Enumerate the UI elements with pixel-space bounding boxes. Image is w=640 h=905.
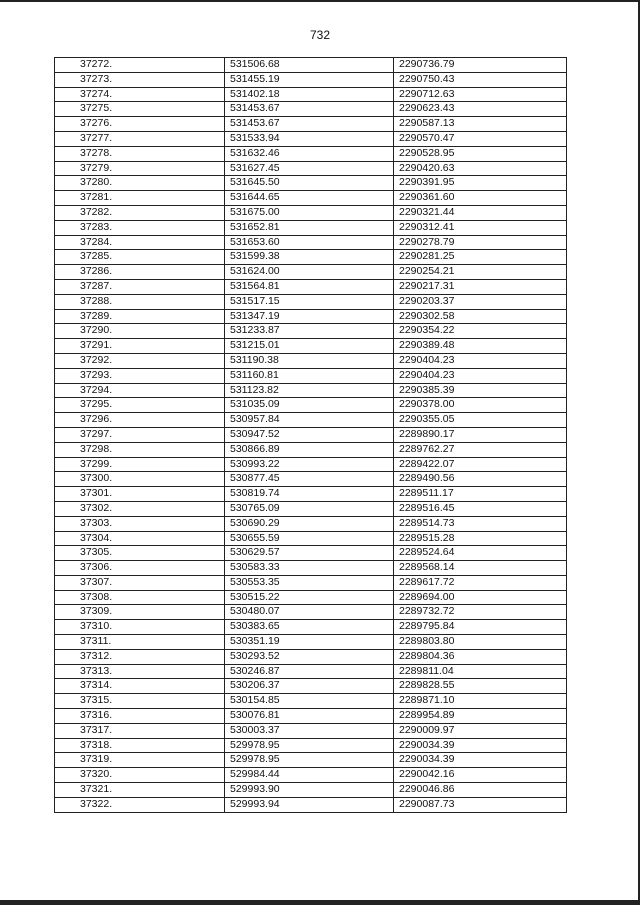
northing-cell: 2289524.64	[394, 546, 567, 561]
table-row	[55, 649, 567, 664]
easting-cell: 531453.67	[225, 102, 394, 117]
table-row	[55, 427, 567, 442]
northing-cell: 2290042.16	[394, 768, 567, 783]
easting-cell: 529978.95	[225, 753, 394, 768]
point-number-cell: 37278.	[55, 146, 225, 161]
northing-cell: 2289694.00	[394, 590, 567, 605]
northing-cell: 2290420.63	[394, 161, 567, 176]
table-row	[55, 250, 567, 265]
easting-cell: 529984.44	[225, 768, 394, 783]
point-number-cell: 37315.	[55, 694, 225, 709]
table-row	[55, 753, 567, 768]
page-number: 732	[309, 28, 331, 42]
northing-cell: 2290361.60	[394, 191, 567, 206]
point-number-cell: 37281.	[55, 191, 225, 206]
table-row	[55, 191, 567, 206]
northing-cell: 2289617.72	[394, 575, 567, 590]
easting-cell: 530765.09	[225, 501, 394, 516]
point-number-cell: 37318.	[55, 738, 225, 753]
northing-cell: 2290736.79	[394, 58, 567, 73]
northing-cell: 2290034.39	[394, 753, 567, 768]
northing-cell: 2290217.31	[394, 279, 567, 294]
northing-cell: 2289954.89	[394, 709, 567, 724]
northing-cell: 2289422.07	[394, 457, 567, 472]
point-number-cell: 37291.	[55, 339, 225, 354]
easting-cell: 529993.94	[225, 797, 394, 812]
table-row	[55, 279, 567, 294]
point-number-cell: 37304.	[55, 531, 225, 546]
northing-cell: 2290378.00	[394, 398, 567, 413]
point-number-cell: 37295.	[55, 398, 225, 413]
easting-cell: 531123.82	[225, 383, 394, 398]
point-number-cell: 37290.	[55, 324, 225, 339]
table-row	[55, 220, 567, 235]
point-number-cell: 37282.	[55, 205, 225, 220]
easting-cell: 531599.38	[225, 250, 394, 265]
easting-cell: 530383.65	[225, 620, 394, 635]
point-number-cell: 37296.	[55, 413, 225, 428]
page-edge-bottom	[0, 900, 640, 905]
point-number-cell: 37308.	[55, 590, 225, 605]
easting-cell: 531533.94	[225, 131, 394, 146]
northing-cell: 2290712.63	[394, 87, 567, 102]
table-row	[55, 131, 567, 146]
point-number-cell: 37319.	[55, 753, 225, 768]
point-number-cell: 37299.	[55, 457, 225, 472]
point-number-cell: 37317.	[55, 723, 225, 738]
point-number-cell: 37311.	[55, 635, 225, 650]
northing-cell: 2289871.10	[394, 694, 567, 709]
point-number-cell: 37277.	[55, 131, 225, 146]
table-row	[55, 368, 567, 383]
table-row	[55, 383, 567, 398]
easting-cell: 530957.84	[225, 413, 394, 428]
table-row	[55, 87, 567, 102]
table-row	[55, 413, 567, 428]
table-row	[55, 531, 567, 546]
easting-cell: 530877.45	[225, 472, 394, 487]
easting-cell: 530515.22	[225, 590, 394, 605]
easting-cell: 531627.45	[225, 161, 394, 176]
northing-cell: 2289795.84	[394, 620, 567, 635]
northing-cell: 2289515.28	[394, 531, 567, 546]
point-number-cell: 37314.	[55, 679, 225, 694]
easting-cell: 530690.29	[225, 516, 394, 531]
point-number-cell: 37298.	[55, 442, 225, 457]
easting-cell: 531652.81	[225, 220, 394, 235]
northing-cell: 2290385.39	[394, 383, 567, 398]
easting-cell: 530993.22	[225, 457, 394, 472]
point-number-cell: 37316.	[55, 709, 225, 724]
northing-cell: 2290009.97	[394, 723, 567, 738]
northing-cell: 2290034.39	[394, 738, 567, 753]
easting-cell: 531506.68	[225, 58, 394, 73]
table-row	[55, 768, 567, 783]
easting-cell: 531160.81	[225, 368, 394, 383]
easting-cell: 531624.00	[225, 265, 394, 280]
northing-cell: 2289511.17	[394, 487, 567, 502]
coordinates-table	[54, 57, 567, 813]
table-row	[55, 487, 567, 502]
point-number-cell: 37283.	[55, 220, 225, 235]
point-number-cell: 37288.	[55, 294, 225, 309]
easting-cell: 531675.00	[225, 205, 394, 220]
point-number-cell: 37279.	[55, 161, 225, 176]
table-row	[55, 146, 567, 161]
point-number-cell: 37272.	[55, 58, 225, 73]
easting-cell: 531653.60	[225, 235, 394, 250]
point-number-cell: 37297.	[55, 427, 225, 442]
point-number-cell: 37305.	[55, 546, 225, 561]
easting-cell: 530819.74	[225, 487, 394, 502]
point-number-cell: 37309.	[55, 605, 225, 620]
table-row	[55, 620, 567, 635]
table-row	[55, 723, 567, 738]
point-number-cell: 37322.	[55, 797, 225, 812]
northing-cell: 2290750.43	[394, 72, 567, 87]
point-number-cell: 37273.	[55, 72, 225, 87]
table-row	[55, 501, 567, 516]
easting-cell: 530351.19	[225, 635, 394, 650]
point-number-cell: 37321.	[55, 783, 225, 798]
northing-cell: 2290623.43	[394, 102, 567, 117]
table-row	[55, 339, 567, 354]
northing-cell: 2289811.04	[394, 664, 567, 679]
table-row	[55, 442, 567, 457]
northing-cell: 2289490.56	[394, 472, 567, 487]
table-row	[55, 516, 567, 531]
easting-cell: 531632.46	[225, 146, 394, 161]
table-row	[55, 590, 567, 605]
northing-cell: 2290528.95	[394, 146, 567, 161]
easting-cell: 529978.95	[225, 738, 394, 753]
easting-cell: 531035.09	[225, 398, 394, 413]
table-row	[55, 709, 567, 724]
table-row	[55, 161, 567, 176]
northing-cell: 2290355.05	[394, 413, 567, 428]
easting-cell: 531453.67	[225, 117, 394, 132]
northing-cell: 2290404.23	[394, 353, 567, 368]
table-row	[55, 58, 567, 73]
table-row	[55, 457, 567, 472]
easting-cell: 530293.52	[225, 649, 394, 664]
northing-cell: 2290389.48	[394, 339, 567, 354]
table-row	[55, 205, 567, 220]
point-number-cell: 37303.	[55, 516, 225, 531]
table-row	[55, 546, 567, 561]
table-row	[55, 738, 567, 753]
table-row	[55, 472, 567, 487]
northing-cell: 2289828.55	[394, 679, 567, 694]
northing-cell: 2290587.13	[394, 117, 567, 132]
easting-cell: 531644.65	[225, 191, 394, 206]
table-row	[55, 575, 567, 590]
northing-cell: 2290203.37	[394, 294, 567, 309]
table-row	[55, 398, 567, 413]
easting-cell: 530003.37	[225, 723, 394, 738]
easting-cell: 530947.52	[225, 427, 394, 442]
northing-cell: 2290391.95	[394, 176, 567, 191]
easting-cell: 530629.57	[225, 546, 394, 561]
point-number-cell: 37276.	[55, 117, 225, 132]
easting-cell: 531402.18	[225, 87, 394, 102]
point-number-cell: 37306.	[55, 561, 225, 576]
table-row	[55, 679, 567, 694]
point-number-cell: 37301.	[55, 487, 225, 502]
table-row	[55, 561, 567, 576]
table-row	[55, 72, 567, 87]
easting-cell: 530553.35	[225, 575, 394, 590]
table-row	[55, 265, 567, 280]
table-row	[55, 324, 567, 339]
easting-cell: 530583.33	[225, 561, 394, 576]
easting-cell: 531455.19	[225, 72, 394, 87]
point-number-cell: 37275.	[55, 102, 225, 117]
point-number-cell: 37313.	[55, 664, 225, 679]
table-row	[55, 694, 567, 709]
table-row	[55, 235, 567, 250]
northing-cell: 2290312.41	[394, 220, 567, 235]
table-row	[55, 353, 567, 368]
table-row	[55, 176, 567, 191]
point-number-cell: 37274.	[55, 87, 225, 102]
northing-cell: 2289514.73	[394, 516, 567, 531]
northing-cell: 2290278.79	[394, 235, 567, 250]
easting-cell: 531645.50	[225, 176, 394, 191]
easting-cell: 531215.01	[225, 339, 394, 354]
northing-cell: 2289803.80	[394, 635, 567, 650]
easting-cell: 531564.81	[225, 279, 394, 294]
northing-cell: 2289890.17	[394, 427, 567, 442]
northing-cell: 2290404.23	[394, 368, 567, 383]
easting-cell: 530246.87	[225, 664, 394, 679]
northing-cell: 2290321.44	[394, 205, 567, 220]
northing-cell: 2289804.36	[394, 649, 567, 664]
northing-cell: 2290254.21	[394, 265, 567, 280]
point-number-cell: 37294.	[55, 383, 225, 398]
table-row	[55, 783, 567, 798]
table-row	[55, 664, 567, 679]
point-number-cell: 37286.	[55, 265, 225, 280]
point-number-cell: 37307.	[55, 575, 225, 590]
page-edge-top	[0, 0, 640, 2]
easting-cell: 529993.90	[225, 783, 394, 798]
table-row	[55, 797, 567, 812]
northing-cell: 2289516.45	[394, 501, 567, 516]
table-row	[55, 605, 567, 620]
easting-cell: 530154.85	[225, 694, 394, 709]
easting-cell: 530076.81	[225, 709, 394, 724]
northing-cell: 2290570.47	[394, 131, 567, 146]
northing-cell: 2290354.22	[394, 324, 567, 339]
table-row	[55, 117, 567, 132]
point-number-cell: 37293.	[55, 368, 225, 383]
easting-cell: 530866.89	[225, 442, 394, 457]
northing-cell: 2290302.58	[394, 309, 567, 324]
point-number-cell: 37289.	[55, 309, 225, 324]
northing-cell: 2290087.73	[394, 797, 567, 812]
point-number-cell: 37292.	[55, 353, 225, 368]
northing-cell: 2289762.27	[394, 442, 567, 457]
easting-cell: 530480.07	[225, 605, 394, 620]
easting-cell: 531517.15	[225, 294, 394, 309]
easting-cell: 530655.59	[225, 531, 394, 546]
table-row	[55, 635, 567, 650]
table-row	[55, 102, 567, 117]
point-number-cell: 37310.	[55, 620, 225, 635]
easting-cell: 531190.38	[225, 353, 394, 368]
point-number-cell: 37285.	[55, 250, 225, 265]
northing-cell: 2290046.86	[394, 783, 567, 798]
point-number-cell: 37312.	[55, 649, 225, 664]
northing-cell: 2289732.72	[394, 605, 567, 620]
easting-cell: 530206.37	[225, 679, 394, 694]
easting-cell: 531347.19	[225, 309, 394, 324]
point-number-cell: 37284.	[55, 235, 225, 250]
table-row	[55, 294, 567, 309]
table-row	[55, 309, 567, 324]
point-number-cell: 37302.	[55, 501, 225, 516]
northing-cell: 2290281.25	[394, 250, 567, 265]
northing-cell: 2289568.14	[394, 561, 567, 576]
easting-cell: 531233.87	[225, 324, 394, 339]
point-number-cell: 37300.	[55, 472, 225, 487]
point-number-cell: 37320.	[55, 768, 225, 783]
point-number-cell: 37287.	[55, 279, 225, 294]
coordinates-table-body	[55, 58, 567, 813]
point-number-cell: 37280.	[55, 176, 225, 191]
